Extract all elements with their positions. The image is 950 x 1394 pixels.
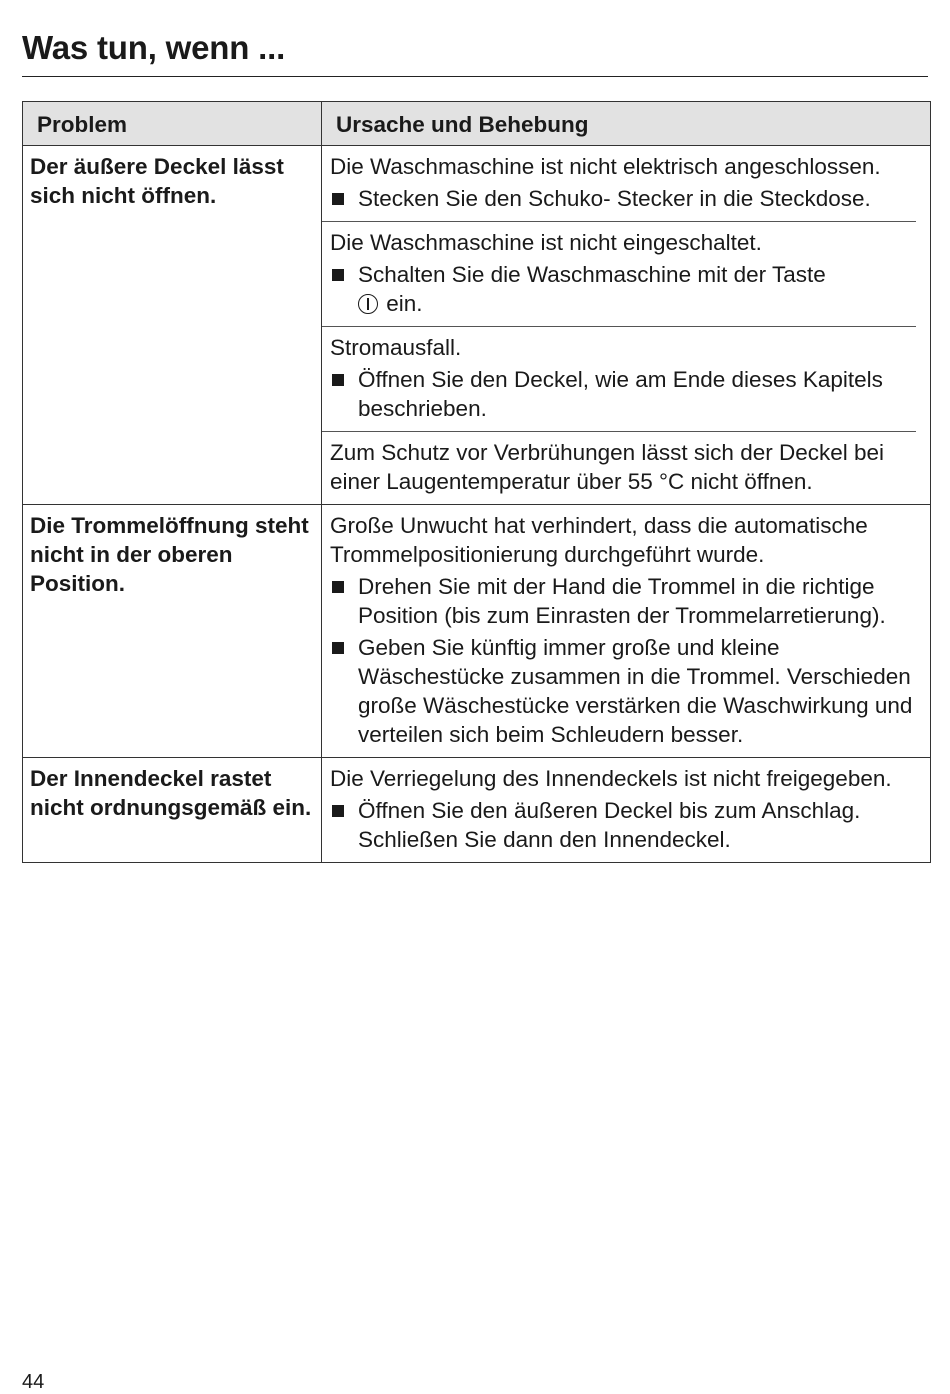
remedy-item xyxy=(330,633,916,749)
square-bullet-icon xyxy=(332,805,344,817)
cause-cell xyxy=(322,146,931,505)
remedy-item xyxy=(330,796,916,854)
table-row xyxy=(23,758,931,863)
remedy-text: Stecken Sie den Schuko- Stecker in die Steckdose. xyxy=(358,186,871,211)
cause-cell xyxy=(322,758,931,863)
table-header-row xyxy=(23,102,931,146)
problem-cell: Der äußere Deckel lässt sich nicht öffnen. xyxy=(23,146,322,505)
cause-text: Zum Schutz vor Verbrühungen lässt sich der Deckel bei einer Laugentemperatur über 55 °C nicht öffnen. xyxy=(330,440,885,494)
cause-text: Große Unwucht hat verhindert, dass die automatische Trommelpositionierung durchgeführt wurde. xyxy=(330,513,868,567)
troubleshooting-table xyxy=(22,101,931,863)
remedy-text: Drehen Sie mit der Hand die Trommel in die richtige Position (bis zum Einrasten der Trommelarretierung). xyxy=(358,574,886,628)
cause-block xyxy=(322,327,916,432)
cause-block xyxy=(322,505,916,757)
remedy-text: Geben Sie künftig immer große und kleine Wäschestücke zusammen in die Trommel. Verschieden große Wäschestücke verstärken die Waschwirkung und verteilen sich beim Schleudern besser. xyxy=(358,635,913,747)
power-icon xyxy=(358,294,378,314)
remedy-text: Öffnen Sie den äußeren Deckel bis zum Anschlag. Schließen Sie dann den Innendeckel. xyxy=(358,798,861,852)
cause-text: Die Waschmaschine ist nicht elektrisch angeschlossen. xyxy=(330,154,881,179)
problem-cell: Der Innendeckel rastet nicht ordnungsgemäß ein. xyxy=(23,758,322,863)
table-row xyxy=(23,505,931,758)
cause-block xyxy=(322,222,916,327)
remedy-item xyxy=(330,260,916,318)
square-bullet-icon xyxy=(332,269,344,281)
remedy-item xyxy=(330,365,916,423)
cause-text: Die Waschmaschine ist nicht eingeschaltet. xyxy=(330,230,762,255)
remedy-text: Öffnen Sie den Deckel, wie am Ende dieses Kapitels beschrieben. xyxy=(358,367,883,421)
square-bullet-icon xyxy=(332,642,344,654)
problem-cell: Die Trommelöffnung steht nicht in der oberen Position. xyxy=(23,505,322,758)
cause-block xyxy=(322,758,916,862)
page-number: 44 xyxy=(22,1371,45,1393)
table-row xyxy=(23,146,931,505)
cause-block xyxy=(322,146,916,222)
header-cause: Ursache und Behebung xyxy=(322,102,931,146)
cause-text: Stromausfall. xyxy=(330,335,462,360)
page-title: Was tun, wenn ... xyxy=(22,29,286,66)
square-bullet-icon xyxy=(332,581,344,593)
remedy-item xyxy=(330,572,916,630)
title-divider xyxy=(22,76,928,77)
cause-cell xyxy=(322,505,931,758)
remedy-text-suffix: ein. xyxy=(386,291,423,316)
square-bullet-icon xyxy=(332,193,344,205)
cause-block xyxy=(322,432,916,504)
remedy-text: Schalten Sie die Waschmaschine mit der Taste xyxy=(358,262,826,287)
header-problem: Problem xyxy=(23,102,322,146)
cause-text: Die Verriegelung des Innendeckels ist nicht freigegeben. xyxy=(330,766,892,791)
remedy-item xyxy=(330,184,916,213)
square-bullet-icon xyxy=(332,374,344,386)
